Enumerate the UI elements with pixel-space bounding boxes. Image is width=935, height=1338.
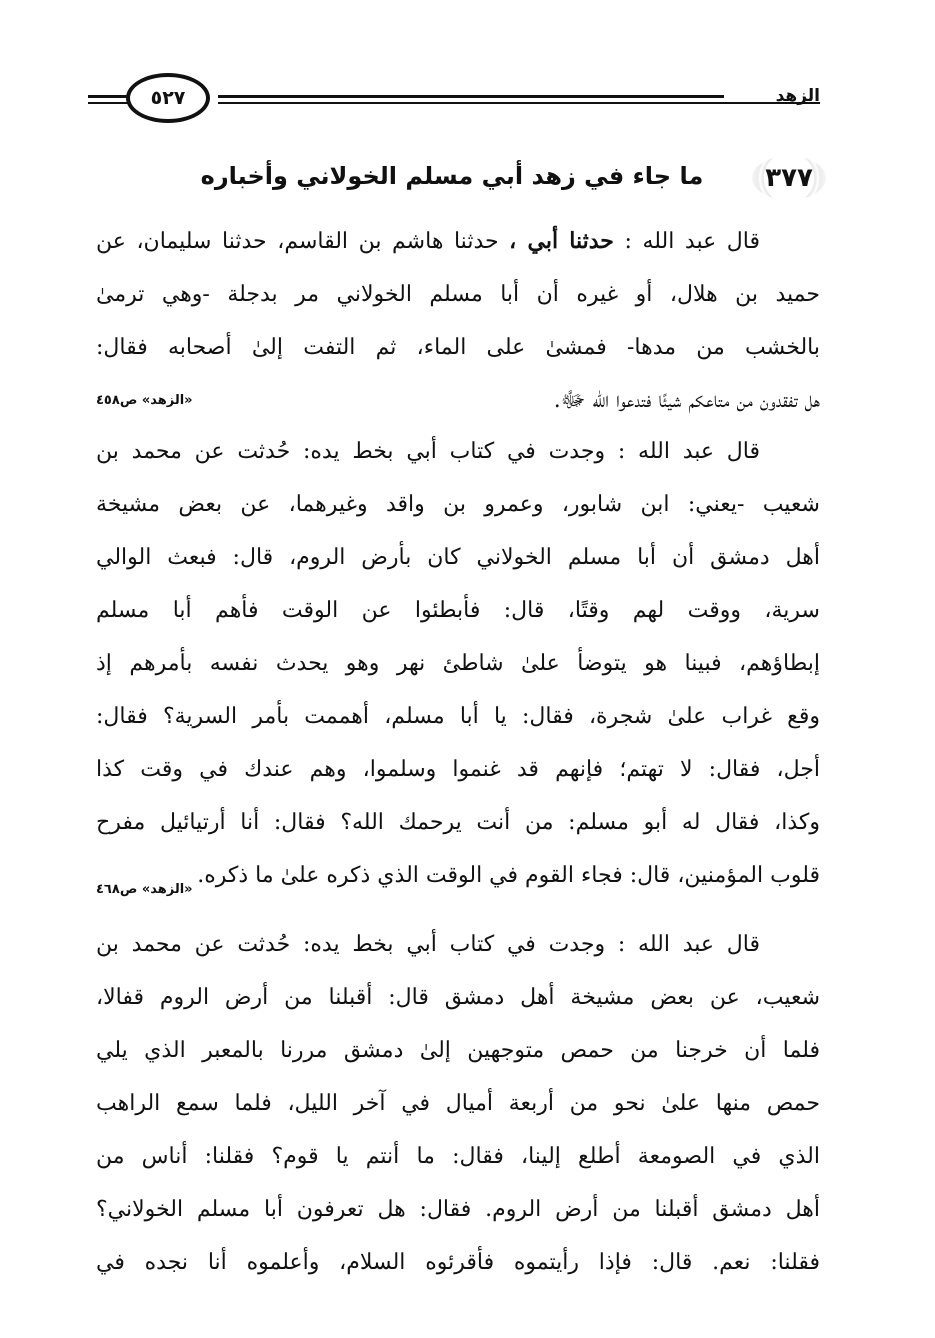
paragraph-2-line: شعيب -يعني: ابن شابور، وعمرو بن واقد وغيرهما، عن بعض مشيخة [96, 492, 820, 517]
paragraph-1-continuation: حدثنا هاشم بن القاسم، حدثنا سليمان، عن [96, 229, 510, 254]
page-number-badge [126, 73, 210, 123]
paragraph-1-line-3: بالخشب من مدها- فمشىٰ على الماء، ثم التفت إلىٰ أصحابه فقال: [96, 335, 820, 360]
paragraph-2-line: أهل دمشق أن أبا مسلم الخولاني كان بأرض الروم، قال: فبعث الوالي [96, 545, 820, 570]
paragraph-3-line: قال عبد الله : وجدت في كتاب أبي بخط يده: حُدثت عن محمد بن [96, 932, 760, 957]
paragraph-3-line: شعيب، عن بعض مشيخة أهل دمشق قال: أقبلنا من أرض الروم قفالا، [96, 985, 820, 1010]
paragraph-2-line: قال عبد الله : وجدت في كتاب أبي بخط يده: حُدثت عن محمد بن [96, 439, 760, 464]
header-rule-left [88, 95, 128, 98]
paragraph-1 [96, 215, 820, 427]
paragraph-2-line: إبطاؤهم، فبينا هو يتوضأ علىٰ شاطئ نهر وهو يحدث نفسه بأمرهم إذ [96, 651, 820, 676]
paragraph-1-intro: قال عبد الله : [613, 229, 760, 254]
header-rule-right [218, 95, 724, 98]
chapter-name: الزهد [775, 86, 820, 106]
paragraph-1-bold-phrase: حدثنا أبي ، [509, 228, 614, 254]
paragraph-2-line: سرية، ووقت لهم وقتًا، قال: فأبطئوا عن الوقت فأهم أبا مسلم [96, 598, 820, 623]
paragraph-3-line: أهل دمشق أقبلنا من أرض الروم. فقال: هل تعرفون أبا مسلم الخولاني؟ [96, 1197, 820, 1222]
paragraph-3-line: الذي في الصومعة أطلع إلينا، فقال: ما أنتم يا قوم؟ فقلنا: أناس من [96, 1144, 820, 1169]
paragraph-1-last-text: هل تفقدون من متاعكم شيئًا فتدعوا الله ﷻ. [553, 388, 820, 413]
section-number: ٣٧٧ [752, 156, 826, 200]
paragraph-3-line: فلما أن خرجنا من حمص متوجهين إلىٰ دمشق مررنا بالمعبر الذي يلي [96, 1038, 820, 1063]
section-title: ما جاء في زهد أبي مسلم الخولاني وأخباره [200, 162, 704, 190]
paragraph-2-line: وقع غراب علىٰ شجرة، فقال: يا أبا مسلم، أهممت بأمر السرية؟ فقال: [96, 704, 820, 729]
header-rule-left-lower [88, 102, 128, 104]
paragraph-3-line: فقلنا: نعم. قال: فإذا رأيتموه فأقرئوه السلام، وأعلموه أنا نجده في [96, 1250, 820, 1275]
paragraph-1-line-4 [96, 374, 820, 427]
paragraph-3 [96, 918, 820, 1289]
paragraph-2-line: أجل، فقال: لا تهتم؛ فإنهم قد غنموا وسلموا، وهم عندك في وقت كذا [96, 757, 820, 782]
paragraph-2-line: قلوب المؤمنين، قال: فجاء القوم في الوقت الذي ذكره علىٰ ما ذكره. [197, 863, 820, 888]
paragraph-2-line: وكذا، فقال له أبو مسلم: من أنت يرحمك الله؟ فقال: أنا أرتيائيل مفرح [96, 810, 820, 835]
section-heading [96, 150, 826, 204]
running-header [88, 70, 820, 132]
source-reference-1: «الزهد» ص٤٥٨ [96, 393, 193, 408]
source-reference-2: «الزهد» ص٤٦٨ [96, 882, 193, 897]
paragraph-3-line: حمص منها علىٰ نحو من أربعة أميال في آخر الليل، فلما سمع الراهب [96, 1091, 820, 1116]
page-number: ٥٢٧ [150, 87, 186, 109]
paragraph-1-line-2: حميد بن هلال، أو غيره أن أبا مسلم الخولاني مر بدجلة -وهي ترمىٰ [96, 282, 820, 307]
paragraph-2 [96, 425, 820, 902]
paragraph-1-line-1 [96, 215, 820, 268]
